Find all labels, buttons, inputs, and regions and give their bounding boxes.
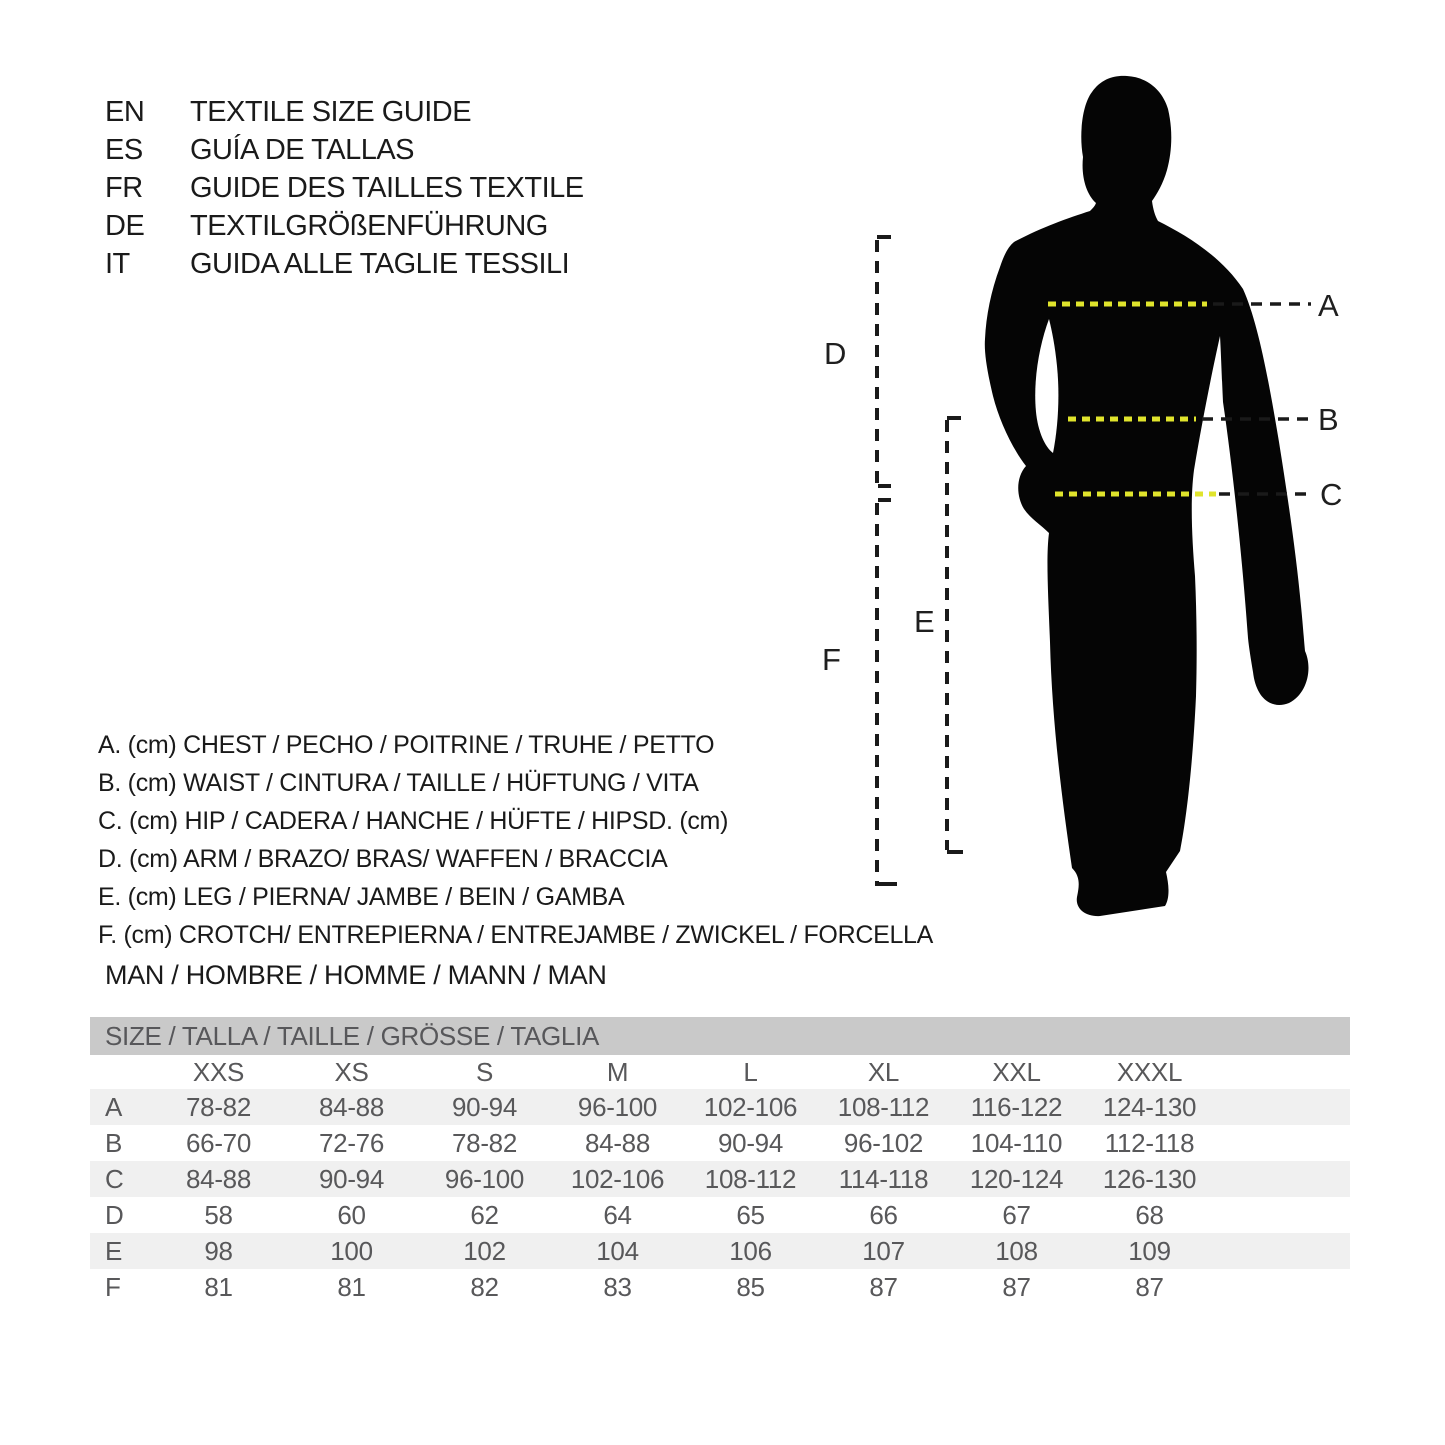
row-label: B	[105, 1127, 123, 1158]
size-column-header: S	[475, 1056, 494, 1087]
marker-label-c: C	[1320, 477, 1343, 512]
table-cell: 90-94	[418, 1089, 551, 1125]
row-label: D	[105, 1199, 124, 1230]
table-cell: 84-88	[585, 1127, 650, 1158]
row-filler	[1216, 1089, 1350, 1125]
row-label: C	[90, 1161, 152, 1197]
table-cell: 87	[1135, 1271, 1164, 1302]
row-filler	[1216, 1233, 1350, 1269]
table-cell: 65	[736, 1199, 765, 1230]
size-header-spacer	[90, 1055, 152, 1089]
table-cell: 116-122	[950, 1089, 1083, 1125]
legend-line: A. (cm) CHEST / PECHO / POITRINE / TRUHE / PETTO	[98, 730, 715, 759]
language-code: IT	[105, 247, 130, 280]
table-cell: 109	[1083, 1233, 1216, 1269]
language-title: TEXTILGRÖßENFÜHRUNG	[190, 209, 548, 242]
legend-line: B. (cm) WAIST / CINTURA / TAILLE / HÜFTUNG / VITA	[98, 768, 699, 797]
size-column-header: M	[606, 1056, 629, 1087]
table-cell: 104-110	[970, 1127, 1063, 1158]
table-cell: 108-112	[817, 1089, 950, 1125]
measurement-legend	[98, 726, 933, 954]
table-cell: 112-118	[1104, 1127, 1195, 1158]
table-cell: 58	[204, 1199, 233, 1230]
table-cell: 108-112	[684, 1161, 817, 1197]
language-title: GUIDE DES TAILLES TEXTILE	[190, 171, 584, 204]
table-cell: 82	[470, 1271, 499, 1302]
table-cell: 64	[603, 1199, 632, 1230]
table-cell: 67	[1002, 1199, 1031, 1230]
marker-label-a: A	[1318, 288, 1339, 323]
language-row	[105, 93, 584, 131]
language-row	[105, 131, 584, 169]
table-cell: 90-94	[718, 1127, 783, 1158]
row-filler	[1216, 1269, 1350, 1305]
language-code: EN	[105, 95, 145, 128]
table-cell: 96-102	[843, 1127, 924, 1158]
table-cell: 102-106	[684, 1089, 817, 1125]
marker-label-b: B	[1318, 402, 1339, 437]
table-cell: 83	[603, 1271, 632, 1302]
size-table	[90, 1017, 1350, 1305]
table-cell: 87	[869, 1271, 898, 1302]
legend-line: F. (cm) CROTCH/ ENTREPIERNA / ENTREJAMBE / ZWICKEL / FORCELLA	[98, 920, 934, 949]
language-title: TEXTILE SIZE GUIDE	[190, 95, 472, 128]
table-cell: 84-88	[152, 1161, 285, 1197]
table-cell: 96-100	[551, 1089, 684, 1125]
language-row	[105, 169, 584, 207]
size-table-grid	[90, 1055, 1350, 1305]
table-cell: 124-130	[1083, 1089, 1216, 1125]
table-cell: 66	[869, 1199, 898, 1230]
table-cell: 78-82	[152, 1089, 285, 1125]
language-title: GUIDA ALLE TAGLIE TESSILI	[190, 247, 570, 280]
legend-line: D. (cm) ARM / BRAZO/ BRAS/ WAFFEN / BRACCIA	[98, 844, 668, 873]
size-header-filler	[1216, 1055, 1350, 1089]
table-cell: 90-94	[285, 1161, 418, 1197]
table-cell: 81	[337, 1271, 366, 1302]
row-label: E	[90, 1233, 152, 1269]
size-column-header: XXL	[992, 1056, 1041, 1087]
marker-label-f: F	[822, 642, 841, 677]
table-cell: 68	[1135, 1199, 1164, 1230]
language-code: FR	[105, 171, 143, 204]
table-cell: 81	[204, 1271, 233, 1302]
marker-label-e: E	[914, 604, 935, 639]
legend-line: E. (cm) LEG / PIERNA/ JAMBE / BEIN / GAMBA	[98, 882, 625, 911]
language-code: ES	[105, 133, 143, 166]
table-cell: 126-130	[1083, 1161, 1216, 1197]
table-cell: 108	[950, 1233, 1083, 1269]
marker-label-d: D	[824, 336, 847, 371]
language-title: GUÍA DE TALLAS	[190, 133, 415, 166]
language-code: DE	[105, 209, 145, 242]
table-cell: 87	[1002, 1271, 1031, 1302]
table-cell: 78-82	[452, 1127, 517, 1158]
table-cell: 104	[551, 1233, 684, 1269]
size-column-header: L	[743, 1056, 758, 1087]
size-column-header: XS	[334, 1056, 369, 1087]
table-cell: 85	[736, 1271, 765, 1302]
size-column-header: XL	[867, 1056, 900, 1087]
size-column-header: XXS	[192, 1056, 245, 1087]
table-cell: 72-76	[319, 1127, 384, 1158]
table-cell: 98	[152, 1233, 285, 1269]
table-cell: 66-70	[186, 1127, 251, 1158]
row-label: A	[90, 1089, 152, 1125]
language-row	[105, 245, 584, 283]
table-cell: 100	[285, 1233, 418, 1269]
row-filler	[1216, 1161, 1350, 1197]
table-cell: 120-124	[950, 1161, 1083, 1197]
table-cell: 62	[470, 1199, 499, 1230]
language-title-block	[105, 93, 584, 283]
table-cell: 84-88	[285, 1089, 418, 1125]
language-row	[105, 207, 584, 245]
table-cell: 106	[684, 1233, 817, 1269]
row-filler	[1216, 1197, 1350, 1233]
size-table-header: SIZE / TALLA / TAILLE / GRÖSSE / TAGLIA	[90, 1017, 1350, 1055]
table-cell: 107	[817, 1233, 950, 1269]
table-cell: 102-106	[551, 1161, 684, 1197]
legend-line: C. (cm) HIP / CADERA / HANCHE / HÜFTE / HIPSD. (cm)	[98, 806, 729, 835]
table-cell: 96-100	[418, 1161, 551, 1197]
gender-line: MAN / HOMBRE / HOMME / MANN / MAN	[105, 960, 607, 990]
table-cell: 114-118	[817, 1161, 950, 1197]
row-filler	[1216, 1125, 1350, 1161]
row-label: F	[105, 1271, 121, 1302]
size-column-header: XXXL	[1116, 1056, 1183, 1087]
table-cell: 102	[418, 1233, 551, 1269]
table-cell: 60	[337, 1199, 366, 1230]
